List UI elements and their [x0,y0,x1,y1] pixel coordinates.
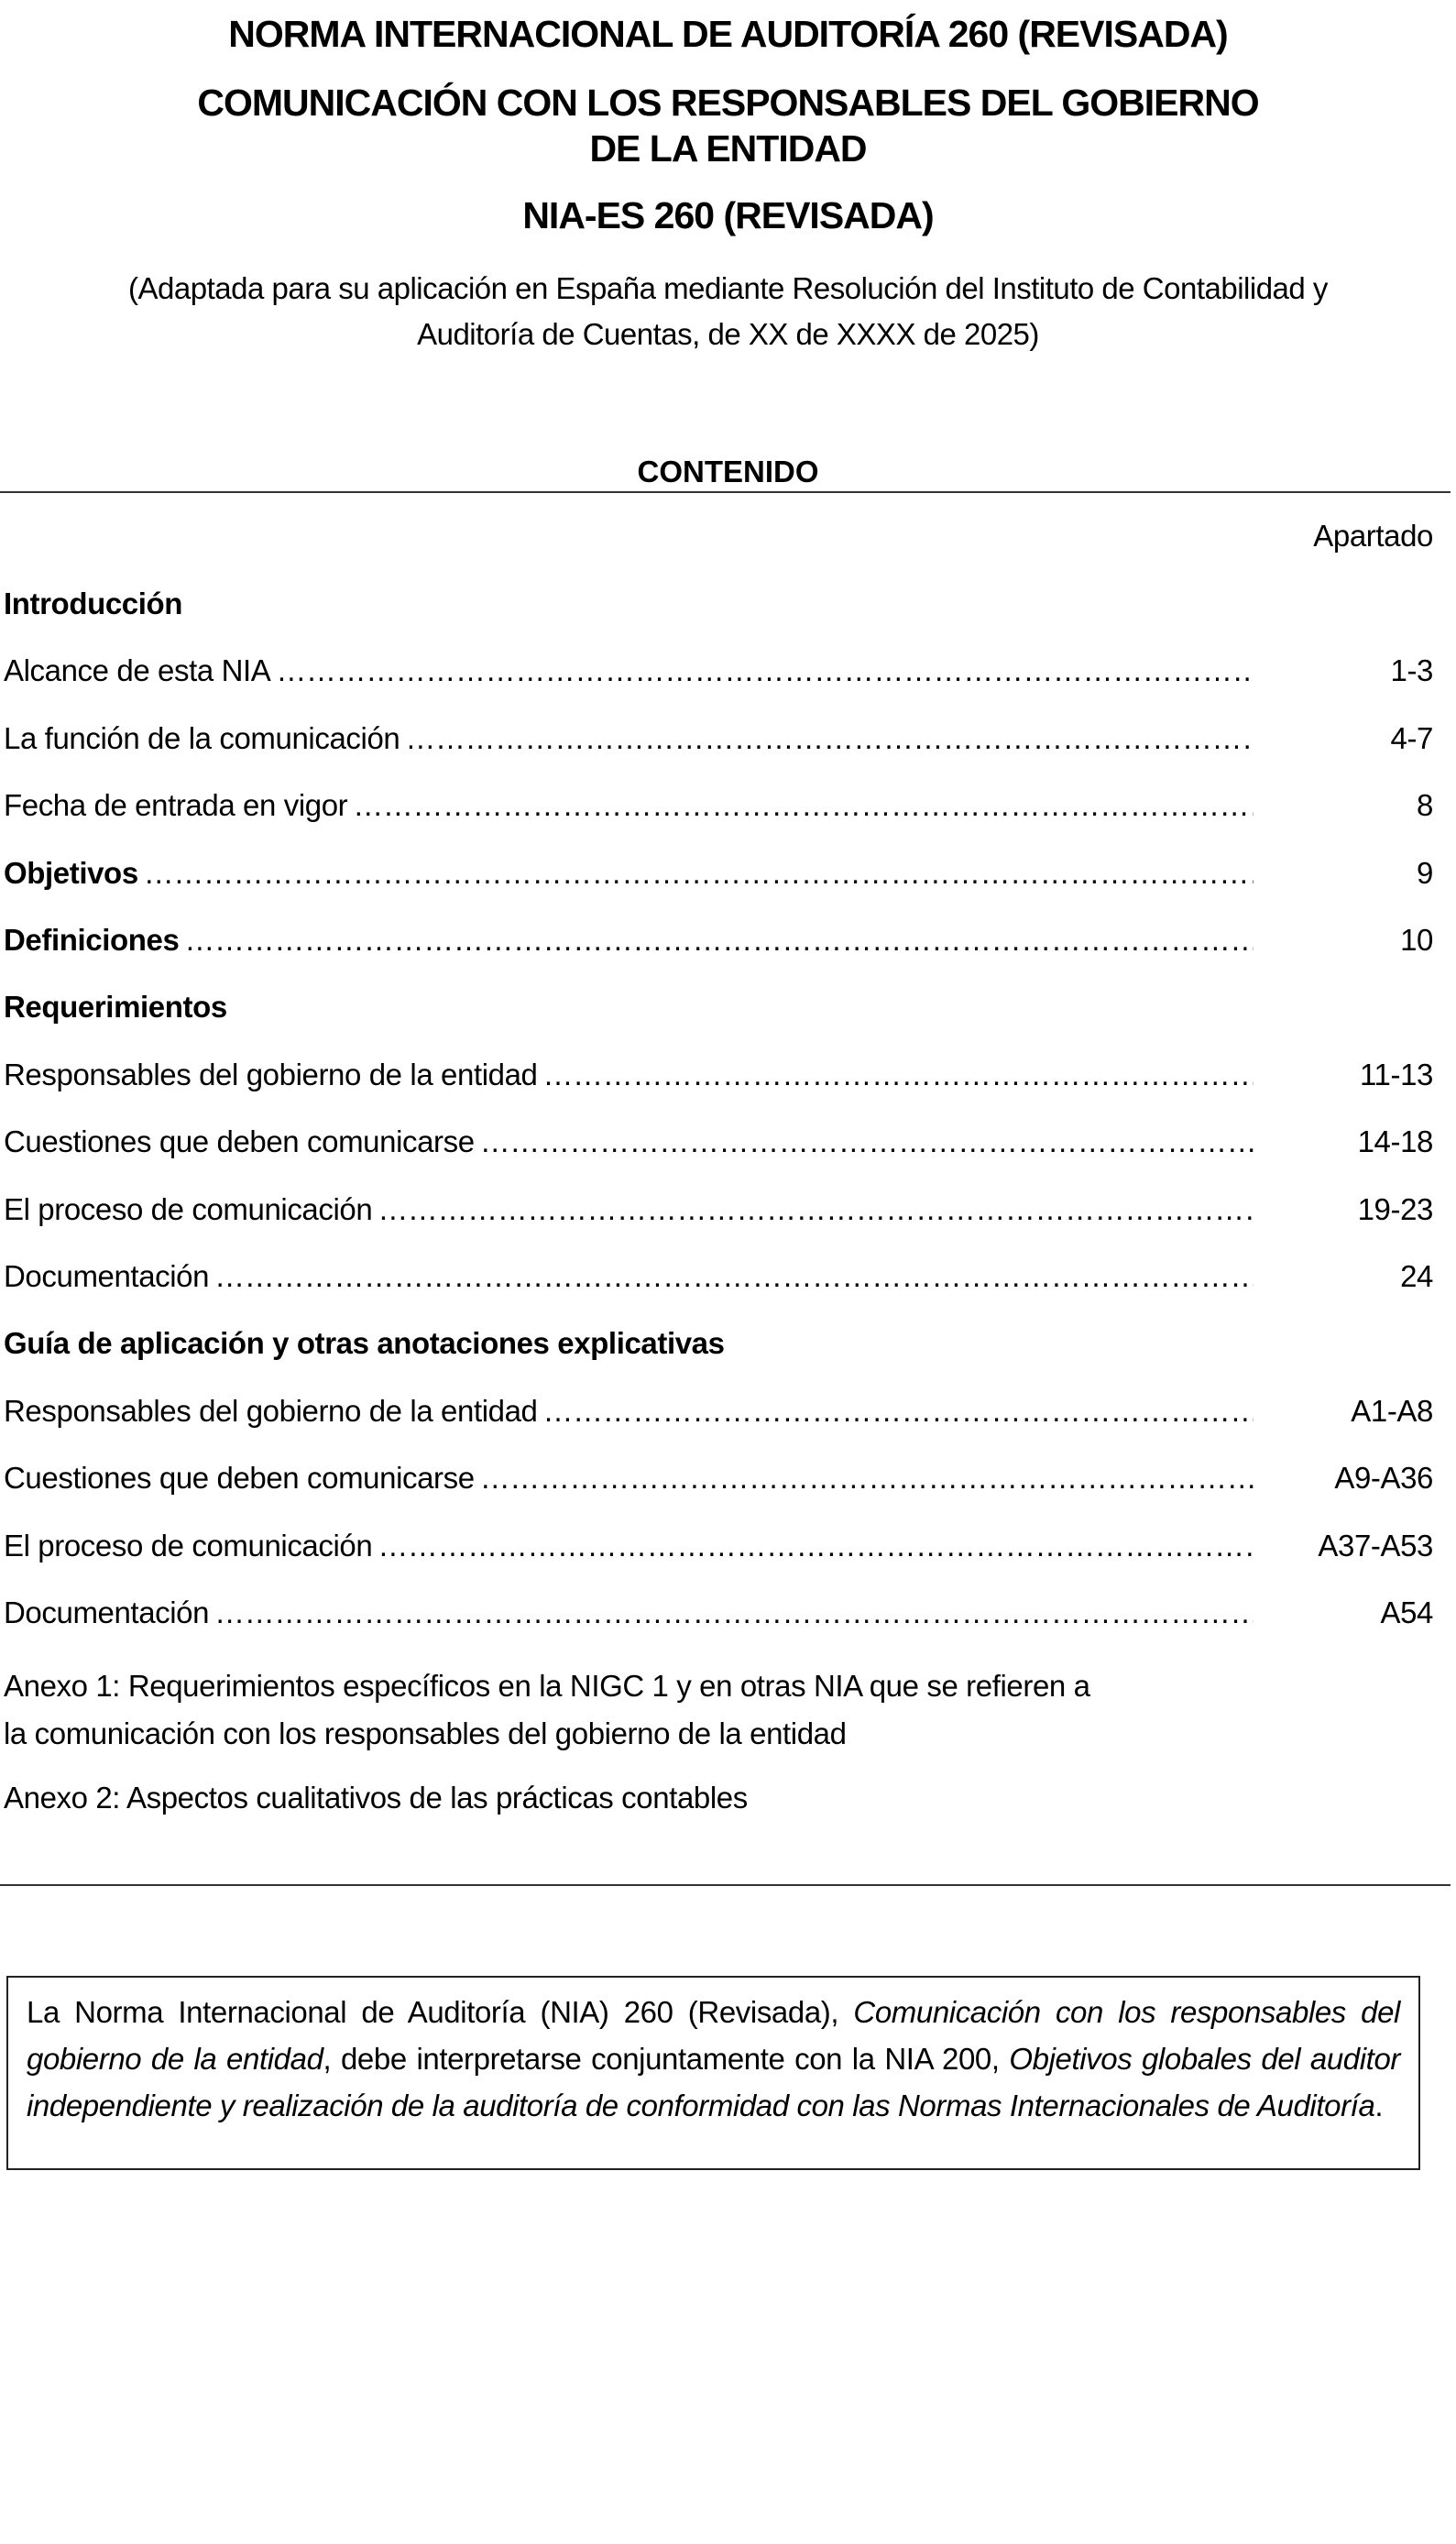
toc-entry-paragraphs: 1-3 [1390,653,1433,688]
toc-entry-paragraphs: 11-13 [1360,1057,1433,1091]
toc-entry-label: Responsables del gobierno de la entidad [4,1393,538,1428]
toc-entry-paragraphs: 9 [1417,855,1433,890]
title-line-1: NORMA INTERNACIONAL DE AUDITORÍA 260 (REVISADA) [228,13,1228,55]
toc-entry [4,1326,1433,1366]
contents-heading: CONTENIDO [637,455,819,488]
standard-code: NIA-ES 260 (REVISADA) [522,194,934,236]
toc-entry[interactable] [4,1461,1433,1501]
title-line-3: DE LA ENTIDAD [589,127,867,170]
toc-entry[interactable] [4,1595,1433,1636]
toc-entry-paragraphs: 24 [1400,1259,1433,1293]
toc-entry[interactable] [4,1058,1433,1098]
toc-entry-label: Definiciones [4,923,180,957]
toc-entry-label: Responsables del gobierno de la entidad [4,1057,538,1091]
toc-entry-paragraphs: 10 [1400,923,1433,957]
toc-entry-label: El proceso de comunicación [4,1528,373,1563]
toc-entry [4,587,1433,627]
dot-leader [276,653,1253,688]
dot-leader [353,788,1253,823]
toc-entry-paragraphs: A1-A8 [1351,1393,1433,1428]
dot-leader [144,856,1253,891]
dot-leader [480,1124,1253,1159]
interpretation-note-box [6,1976,1420,2170]
toc-entry[interactable] [4,721,1433,762]
toc-entry-paragraphs: A37-A53 [1318,1528,1433,1563]
note-italic-title: Comunicación con los responsables del gobierno de la entidad [27,1995,1400,2076]
toc-entry[interactable] [4,1529,1433,1569]
note-text: La Norma Internacional de Auditoría (NIA) 260 (Revisada), [27,1995,854,2029]
toc-entry-label: El proceso de comunicación [4,1191,373,1226]
toc-entry [4,990,1433,1030]
dot-leader [378,1192,1253,1227]
toc-entry-label: Cuestiones que deben comunicarse [4,1124,475,1159]
toc-entry-paragraphs: A9-A36 [1334,1461,1433,1496]
note-italic-title: Objetivos globales del auditor independiente y realización de la auditoría de conformidad con las Normas Internacionales de Auditoría [27,2042,1400,2122]
bottom-rule [0,1884,1451,1886]
dot-leader [543,1058,1253,1092]
annex-2[interactable]: Anexo 2: Aspectos cualitativos de las prácticas contables [4,1781,748,1815]
toc-entry-label: Fecha de entrada en vigor [4,788,348,823]
toc-entry-label: Alcance de esta NIA [4,653,271,688]
dot-leader [405,721,1253,756]
toc-entry-label: Introducción [4,587,183,620]
dot-leader [184,923,1253,958]
toc-entry-paragraphs: 14-18 [1357,1124,1433,1159]
apartado-label: Apartado [1313,519,1433,553]
dot-leader [214,1595,1253,1630]
dot-leader [214,1259,1253,1294]
top-rule [0,491,1451,493]
toc-entry-label: Documentación [4,1595,210,1629]
toc-entry[interactable] [4,923,1433,963]
annex-1-line-1: Anexo 1: Requerimientos específicos en la NIGC 1 y en otras NIA que se refieren a [4,1669,1090,1703]
toc-entry[interactable] [4,856,1433,896]
toc-entry[interactable] [4,788,1433,828]
toc-entry-label: Documentación [4,1259,210,1293]
toc-entry-paragraphs: 8 [1417,788,1433,823]
title-line-2: COMUNICACIÓN CON LOS RESPONSABLES DEL GOBIERNO [197,82,1259,124]
toc-entry-paragraphs: A54 [1380,1595,1433,1629]
annex-1[interactable] [4,1662,1090,1758]
note-text: , debe interpretarse conjuntamente con la NIA 200, [323,2042,1010,2076]
toc-entry-paragraphs: 19-23 [1357,1191,1433,1226]
column-label-row [4,519,1433,559]
toc-entry[interactable] [4,1124,1433,1165]
adaptation-note-line-2: Auditoría de Cuentas, de XX de XXXX de 2025) [417,317,1039,351]
annex-1-line-2: la comunicación con los responsables del gobierno de la entidad [4,1716,847,1750]
toc-entry-paragraphs: 4-7 [1390,720,1433,755]
dot-leader [378,1529,1253,1563]
toc-entry-label: La función de la comunicación [4,720,400,755]
toc-entry-label: Requerimientos [4,990,227,1025]
toc-entry[interactable] [4,1394,1433,1434]
toc-entry[interactable] [4,1192,1433,1233]
note-text: . [1374,2089,1384,2122]
dot-leader [480,1461,1253,1496]
toc-entry[interactable] [4,653,1433,694]
toc-entry-label: Cuestiones que deben comunicarse [4,1461,475,1496]
adaptation-note-line-1: (Adaptada para su aplicación en España mediante Resolución del Instituto de Contabilidad y [128,271,1328,305]
toc-entry[interactable] [4,1259,1433,1299]
toc-entry-label: Guía de aplicación y otras anotaciones explicativas [4,1326,725,1361]
dot-leader [543,1394,1253,1429]
toc-entry-label: Objetivos [4,855,138,890]
